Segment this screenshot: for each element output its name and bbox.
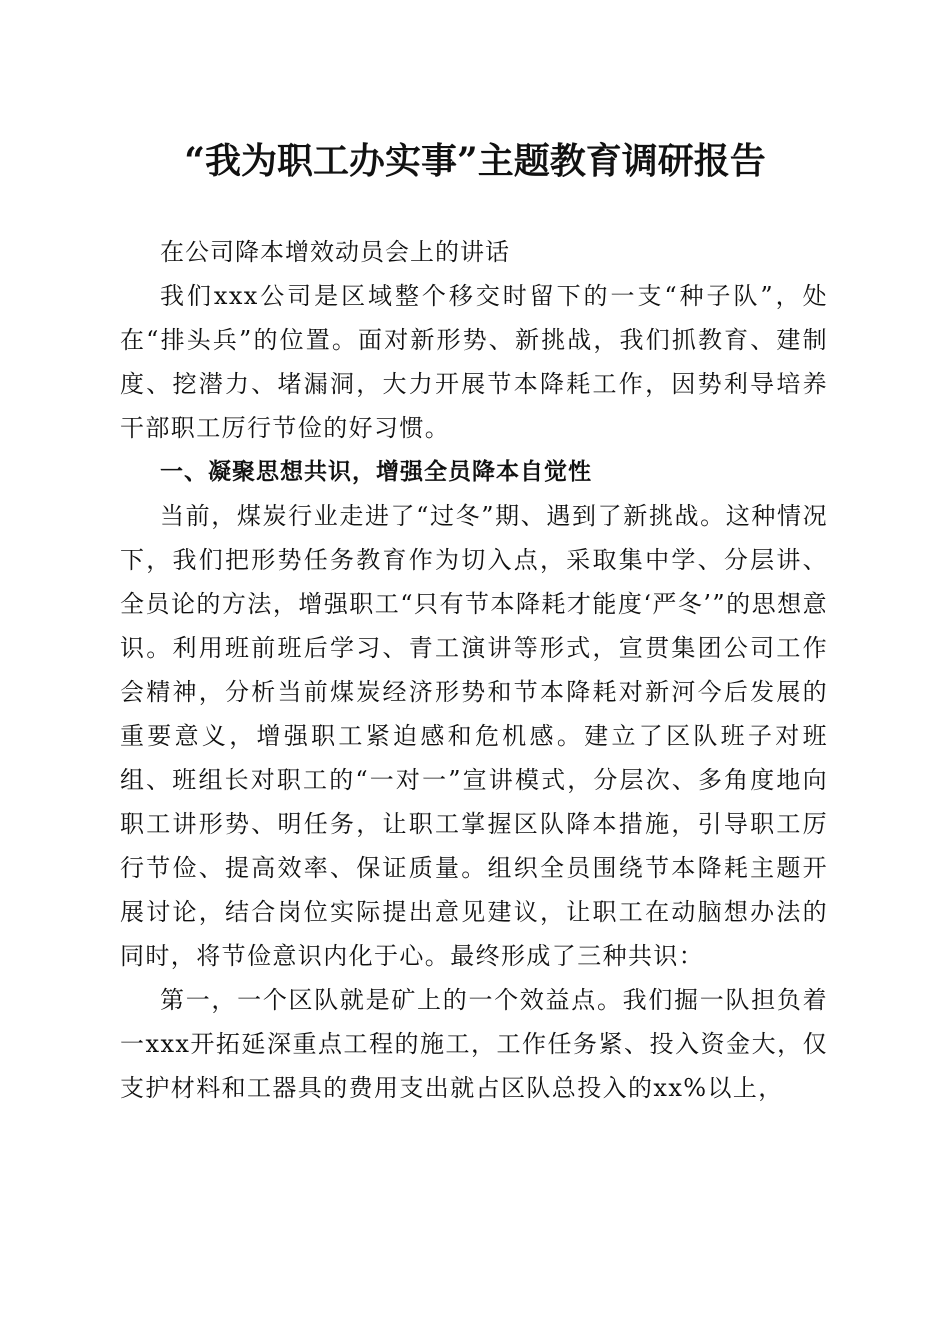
section-1-paragraph-1: 当前，煤炭行业走进了“过冬”期、遇到了新挑战。这种情况下，我们把形势任务教育作为切入点，采取集中学、分层讲、全员论的方法，增强职工“只有节本降耗才能度‘严冬’”的思想意识。利用班前班后学习、青工演讲等形式，宣贯集团公司工作会精神，分析当前煤炭经济形势和节本降耗对新河今后发展的重要意义，增强职工紧迫感和危机感。建立了区队班子对班组、班组长对职工的“一对一”宣讲模式，分层次、多角度地向职工讲形势、明任务，让职工掌握区队降本措施，引导职工厉行节俭、提高效率、保证质量。组织全员围绕节本降耗主题开展讨论，结合岗位实际提出意见建议，让职工在动脑想办法的同时，将节俭意识内化于心。最终形成了三种共识：: [120, 502, 828, 970]
section-heading-1: 一、凝聚思想共识，增强全员降本自觉性: [160, 459, 592, 485]
document-title: “我为职工办实事”主题教育调研报告: [184, 140, 766, 182]
speech-subtitle: 在公司降本增效动员会上的讲话: [160, 238, 510, 266]
intro-paragraph: 我们xxx公司是区域整个移交时留下的一支“种子队”，处在“排头兵”的位置。面对新形势、新挑战，我们抓教育、建制度、挖潜力、堵漏洞，大力开展节本降耗工作，因势利导培养干部职工厉行节俭的好习惯。: [120, 282, 828, 442]
document-body: [120, 230, 828, 1110]
section-1-paragraph-2: 第一，一个区队就是矿上的一个效益点。我们掘一队担负着一xxx开拓延深重点工程的施工，工作任务紧、投入资金大，仅支护材料和工器具的费用支出就占区队总投入的xx%以上，: [120, 986, 828, 1102]
